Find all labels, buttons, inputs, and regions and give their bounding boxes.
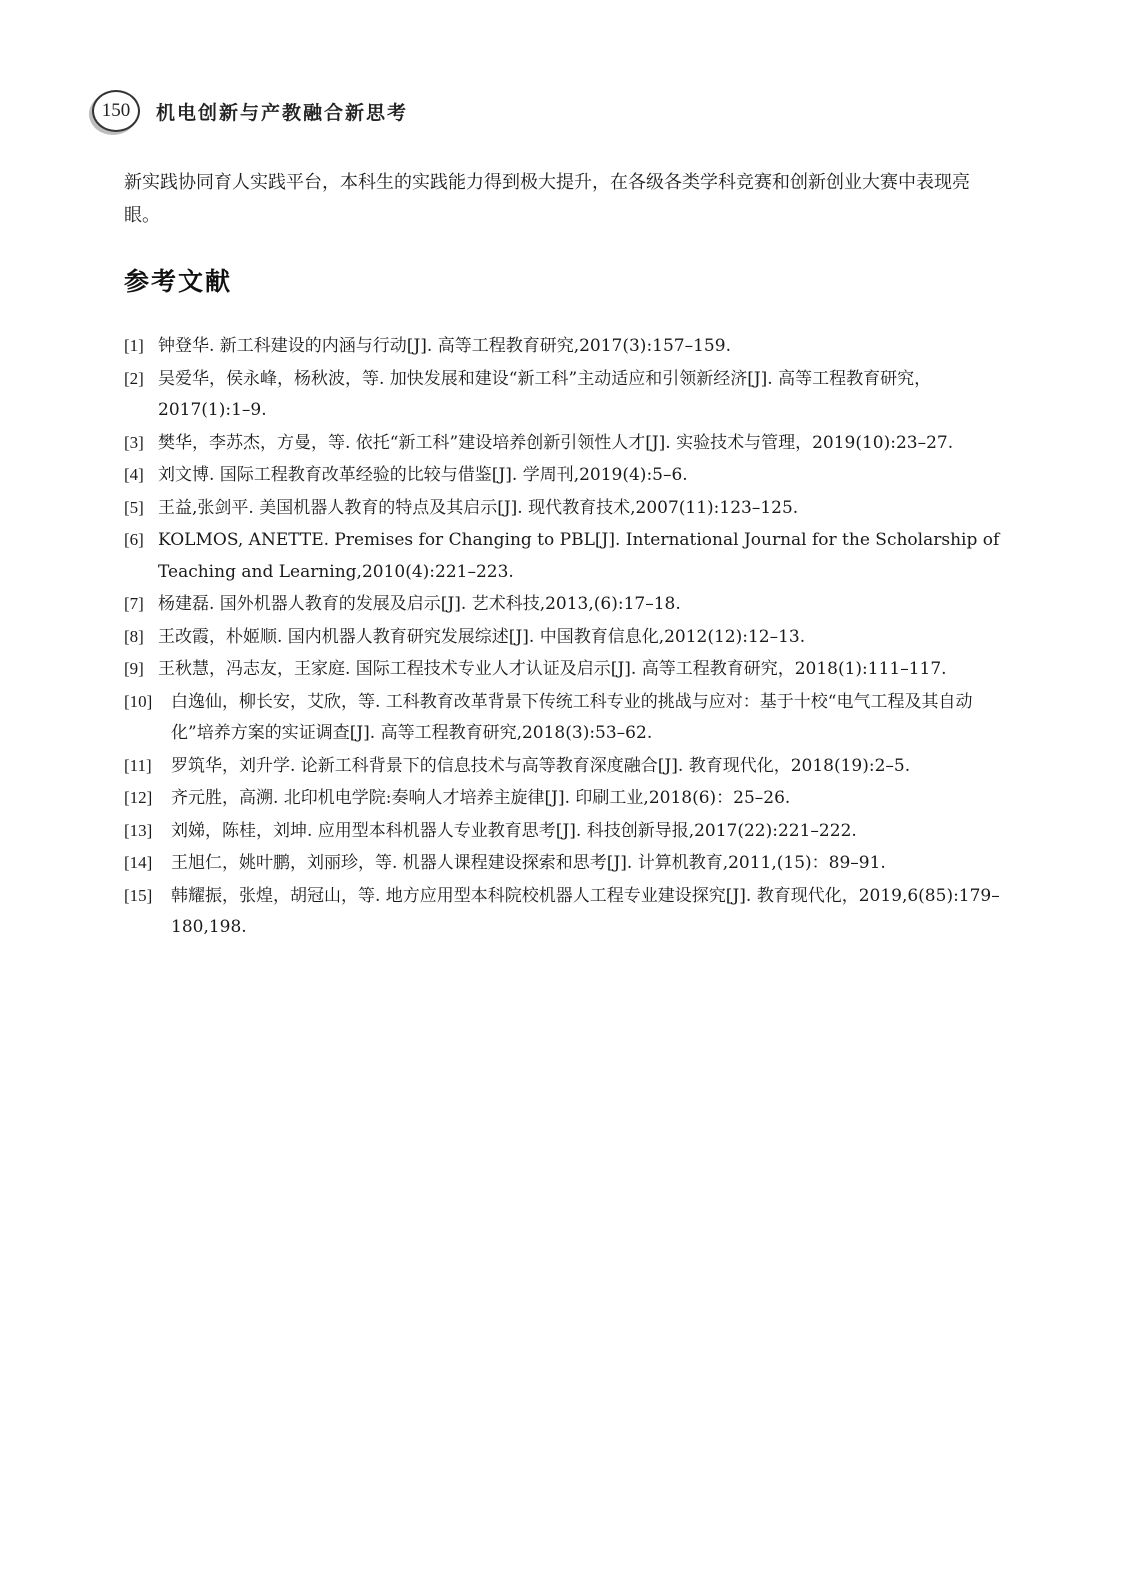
reference-item — [124, 492, 1000, 525]
section-title: 参考文献 — [124, 267, 233, 296]
reference-item — [124, 880, 1000, 944]
reference-item — [124, 815, 1000, 848]
reference-text: 王益,张剑平. 美国机器人教育的特点及其启示[J]. 现代教育技术,2007(11):123–125. — [158, 497, 799, 518]
reference-text: KOLMOS, ANETTE. Premises for Changing to PBL[J]. International Journal for the Scholarship of Teaching and Learning,2010(4):221–223. — [158, 530, 1000, 582]
reference-number: [6] — [124, 530, 144, 549]
reference-item — [124, 653, 1000, 686]
book-title: 机电创新与产教融合新思考 — [156, 101, 409, 124]
reference-number: [12] — [124, 788, 153, 807]
reference-item — [124, 686, 1000, 750]
reference-text: 王秋慧，冯志友，王家庭. 国际工程技术专业人才认证及启示[J]. 高等工程教育研究，2018(1):111–117. — [158, 659, 947, 679]
reference-number: [9] — [124, 659, 144, 678]
reference-number: [8] — [124, 626, 144, 646]
reference-number: [1] — [124, 336, 144, 355]
reference-number: [5] — [124, 497, 144, 517]
reference-item — [124, 750, 1000, 783]
reference-number: [13] — [124, 820, 153, 840]
reference-list — [124, 330, 1000, 944]
reference-number: [7] — [124, 594, 144, 613]
reference-text: 刘文博. 国际工程教育改革经验的比较与借鉴[J]. 学周刊,2019(4):5–6. — [158, 465, 688, 485]
reference-text: 白逸仙，柳长安，艾欣，等. 工科教育改革背景下传统工科专业的挑战与应对：基于十校“电气工程及其自动化”培养方案的实证调查[J]. 高等工程教育研究,2018(3):53–62. — [171, 691, 973, 743]
reference-text: 韩耀振，张煌，胡冠山，等. 地方应用型本科院校机器人工程专业建设探究[J]. 教育现代化，2019,6(85):179–180,198. — [171, 885, 1000, 937]
reference-text: 王旭仁，姚叶鹏，刘丽珍，等. 机器人课程建设探索和思考[J]. 计算机教育,2011,(15)：89–91. — [171, 853, 886, 873]
reference-item — [124, 621, 1000, 654]
reference-text: 钟登华. 新工科建设的内涵与行动[J]. 高等工程教育研究,2017(3):157–159. — [158, 336, 731, 356]
page-header — [92, 88, 408, 134]
reference-number: [15] — [124, 885, 153, 905]
reference-item — [124, 524, 1000, 588]
reference-text: 杨建磊. 国外机器人教育的发展及启示[J]. 艺术科技,2013,(6):17–18. — [158, 594, 681, 614]
reference-item — [124, 588, 1000, 621]
reference-item — [124, 363, 1000, 427]
reference-number: [3] — [124, 432, 144, 452]
reference-item — [124, 459, 1000, 492]
reference-number: [14] — [124, 853, 153, 872]
reference-number: [4] — [124, 465, 144, 484]
reference-number: [10] — [124, 691, 153, 711]
reference-text: 齐元胜，高溯. 北印机电学院:奏响人才培养主旋律[J]. 印刷工业,2018(6)：25–26. — [171, 788, 791, 808]
intro-paragraph: 新实践协同育人实践平台，本科生的实践能力得到极大提升，在各级各类学科竞赛和创新创业大赛中表现亮眼。 — [124, 172, 970, 226]
page-number: 150 — [92, 90, 140, 132]
reference-item — [124, 782, 1000, 815]
reference-item — [124, 847, 1000, 880]
reference-number: [2] — [124, 368, 144, 388]
reference-text: 吴爱华，侯永峰，杨秋波，等. 加快发展和建设“新工科”主动适应和引领新经济[J]. 高等工程教育研究，2017(1):1–9. — [158, 368, 932, 420]
reference-text: 王改霞，朴姬顺. 国内机器人教育研究发展综述[J]. 中国教育信息化,2012(12):12–13. — [158, 626, 806, 647]
reference-item — [124, 427, 1000, 460]
reference-text: 罗筑华，刘升学. 论新工科背景下的信息技术与高等教育深度融合[J]. 教育现代化，2018(19):2–5. — [171, 755, 911, 776]
reference-number: [11] — [124, 755, 152, 775]
reference-item — [124, 330, 1000, 363]
reference-text: 樊华，李苏杰，方曼，等. 依托“新工科”建设培养创新引领性人才[J]. 实验技术与管理，2019(10):23–27. — [158, 432, 954, 453]
reference-text: 刘娣，陈桂，刘坤. 应用型本科机器人专业教育思考[J]. 科技创新导报,2017(22):221–222. — [171, 820, 857, 841]
